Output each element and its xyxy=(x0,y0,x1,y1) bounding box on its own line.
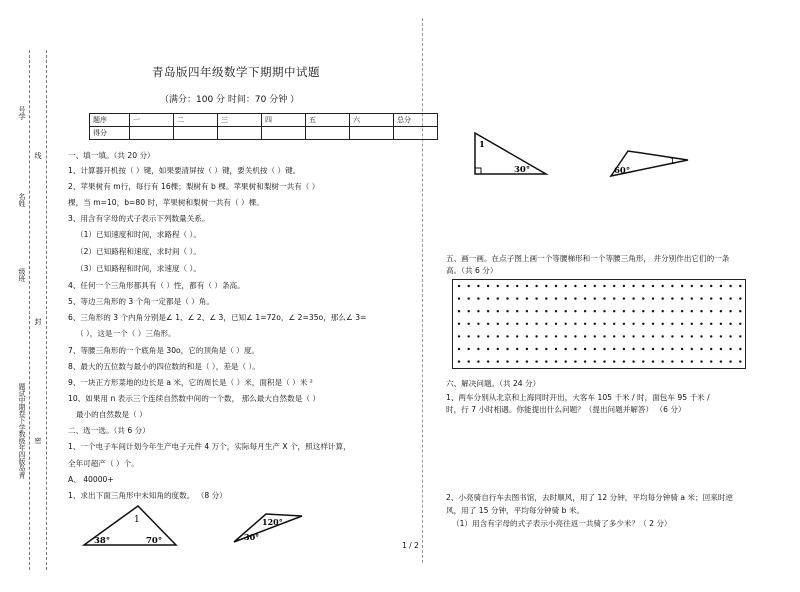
grid-dot xyxy=(584,348,586,350)
grid-dot xyxy=(700,335,702,337)
grid-dot xyxy=(594,323,596,325)
grid-dot xyxy=(632,348,634,350)
grid-dot xyxy=(632,323,634,325)
grid-dot xyxy=(720,310,722,312)
grid-dot xyxy=(545,285,547,287)
grid-dot xyxy=(681,323,683,325)
grid-dot xyxy=(545,323,547,325)
grid-dot xyxy=(642,310,644,312)
angle-label: 120° xyxy=(262,517,283,527)
grid-dot xyxy=(681,360,683,362)
question-line: 10、如果用 n 表示三个连续自然数中间的一个数， 那么最大自然数是（ ） xyxy=(68,394,320,403)
question-line: 3、用含有字母的式子表示下列数量关系。 xyxy=(68,214,210,223)
grid-dot xyxy=(487,335,489,337)
grid-dot xyxy=(506,323,508,325)
grid-dot xyxy=(720,360,722,362)
grid-dot xyxy=(565,348,567,350)
grid-dot xyxy=(458,335,460,337)
grid-dot xyxy=(671,335,673,337)
grid-dot xyxy=(526,323,528,325)
grid-dot xyxy=(516,310,518,312)
grid-dot xyxy=(565,323,567,325)
grid-dot xyxy=(691,348,693,350)
grid-dot xyxy=(497,285,499,287)
grid-dot xyxy=(720,285,722,287)
grid-dot xyxy=(506,310,508,312)
grid-dot xyxy=(691,285,693,287)
grid-dot xyxy=(632,310,634,312)
grid-dot xyxy=(506,348,508,350)
grid-dot xyxy=(632,297,634,299)
grid-dot xyxy=(594,348,596,350)
grid-dot xyxy=(739,310,741,312)
grid-dot xyxy=(652,310,654,312)
grid-dot xyxy=(642,323,644,325)
table-cell: 总分 xyxy=(394,114,438,127)
grid-dot xyxy=(623,297,625,299)
grid-dot xyxy=(739,335,741,337)
grid-dot xyxy=(700,323,702,325)
grid-dot xyxy=(468,323,470,325)
grid-dot xyxy=(584,335,586,337)
grid-dot xyxy=(565,310,567,312)
angle-label: 38° xyxy=(94,536,111,546)
option-a: A、 40000+ xyxy=(68,475,114,484)
question-line: 8、最大的五位数与最小的四位数的和是（ ），差是（ ）。 xyxy=(68,362,260,371)
page-title: 青岛版四年级数学下期期中试题 xyxy=(152,65,320,79)
grid-dot xyxy=(623,335,625,337)
grid-dot xyxy=(720,323,722,325)
grid-dot xyxy=(691,360,693,362)
grid-dot xyxy=(681,285,683,287)
grid-dot xyxy=(729,297,731,299)
grid-dot xyxy=(632,360,634,362)
grid-dot xyxy=(555,348,557,350)
grid-dot xyxy=(623,285,625,287)
angle-label: 30° xyxy=(244,532,260,542)
grid-dot xyxy=(652,335,654,337)
score-input-cell[interactable] xyxy=(350,127,394,140)
grid-dot xyxy=(662,323,664,325)
page-number: 1 / 2 xyxy=(402,541,419,550)
grid-dot xyxy=(574,348,576,350)
grid-dot xyxy=(594,310,596,312)
score-input-cell[interactable] xyxy=(262,127,306,140)
dot-grid-canvas[interactable] xyxy=(453,280,745,368)
table-cell: 题序 xyxy=(90,114,130,127)
margin-label-class: 级班 xyxy=(18,268,26,282)
table-row xyxy=(90,127,438,140)
angle-label: 30° xyxy=(514,165,531,175)
grid-dot xyxy=(565,297,567,299)
grid-dot xyxy=(642,297,644,299)
score-input-cell[interactable] xyxy=(394,127,438,140)
grid-dot xyxy=(526,285,528,287)
grid-dot xyxy=(662,360,664,362)
grid-dot xyxy=(516,285,518,287)
table-cell: 六 xyxy=(350,114,394,127)
grid-dot xyxy=(642,285,644,287)
question-line: 9、一块正方形菜地的边长是 a 米，它的周长是（ ）米，面积是（ ）米 ² xyxy=(68,378,313,387)
grid-dot xyxy=(574,310,576,312)
grid-dot xyxy=(565,335,567,337)
score-input-cell[interactable] xyxy=(130,127,174,140)
margin-label-line: 线 xyxy=(34,152,42,159)
grid-dot xyxy=(671,348,673,350)
grid-dot xyxy=(613,297,615,299)
grid-dot xyxy=(526,297,528,299)
angle-label: 1 xyxy=(479,140,485,150)
grid-dot xyxy=(652,297,654,299)
grid-dot xyxy=(497,360,499,362)
grid-dot xyxy=(720,297,722,299)
grid-dot xyxy=(681,310,683,312)
section-5-heading: 五、画一画。在点子图上画一个等腰梯形和一个等腰三角形， 并分别作出它们的一条 xyxy=(446,254,730,263)
grid-dot xyxy=(623,348,625,350)
grid-dot xyxy=(506,297,508,299)
angle-label: 60° xyxy=(614,166,631,176)
grid-dot xyxy=(594,360,596,362)
grid-dot xyxy=(739,285,741,287)
grid-dot xyxy=(652,285,654,287)
grid-dot xyxy=(613,310,615,312)
grid-dot xyxy=(710,285,712,287)
grid-dot xyxy=(691,297,693,299)
question-line: 1、两车分别从北京和上海同时开出，大客车 105 千米 / 时，面包车 95 千米 / xyxy=(446,393,710,402)
grid-dot xyxy=(662,297,664,299)
grid-dot xyxy=(526,348,528,350)
grid-dot xyxy=(700,297,702,299)
grid-dot xyxy=(487,360,489,362)
grid-dot xyxy=(623,323,625,325)
question-line: （3）已知路程和时间，求速度（ ）。 xyxy=(76,264,201,273)
grid-dot xyxy=(468,335,470,337)
grid-dot xyxy=(574,335,576,337)
angle-label: 1 xyxy=(134,515,140,525)
grid-dot xyxy=(662,310,664,312)
grid-dot xyxy=(710,348,712,350)
score-input-cell[interactable] xyxy=(218,127,262,140)
grid-dot xyxy=(729,323,731,325)
grid-dot xyxy=(691,323,693,325)
section-1-heading: 一、填一填。（共 20 分） xyxy=(68,151,155,160)
grid-dot xyxy=(477,335,479,337)
grid-dot xyxy=(535,297,537,299)
grid-dot xyxy=(662,348,664,350)
question-line: 7、等腰三角形的一个底角是 30o，它的顶角是（ ）度。 xyxy=(68,346,260,355)
grid-dot xyxy=(603,297,605,299)
grid-dot xyxy=(574,360,576,362)
grid-dot xyxy=(468,360,470,362)
grid-dot xyxy=(565,360,567,362)
grid-dot xyxy=(613,323,615,325)
score-input-cell[interactable] xyxy=(174,127,218,140)
grid-dot xyxy=(594,285,596,287)
question-line: 2、小亮骑自行车去图书馆，去时顺风，用了 12 分钟，平均每分钟骑 a 米；回来时逆 xyxy=(446,493,733,502)
table-cell: 三 xyxy=(218,114,262,127)
grid-dot xyxy=(477,360,479,362)
grid-dot xyxy=(710,335,712,337)
grid-dot xyxy=(584,310,586,312)
grid-dot xyxy=(720,335,722,337)
grid-dot xyxy=(739,297,741,299)
grid-dot xyxy=(642,348,644,350)
grid-dot xyxy=(710,297,712,299)
margin-label-name: 名姓 xyxy=(18,193,26,207)
question-line: （ ），这是一个（ ）三角形。 xyxy=(76,329,176,338)
table-cell: 二 xyxy=(174,114,218,127)
grid-dot xyxy=(729,335,731,337)
grid-dot xyxy=(681,297,683,299)
grid-dot xyxy=(458,310,460,312)
grid-dot xyxy=(545,310,547,312)
question-line: （1）已知速度和时间，求路程（ ）。 xyxy=(76,230,201,239)
table-cell: 四 xyxy=(262,114,306,127)
grid-dot xyxy=(477,285,479,287)
grid-dot xyxy=(497,323,499,325)
grid-dot xyxy=(497,335,499,337)
grid-dot xyxy=(584,297,586,299)
grid-dot xyxy=(603,310,605,312)
grid-dot xyxy=(535,285,537,287)
section-6-heading: 六、解决问题。（共 24 分） xyxy=(446,379,541,388)
grid-dot xyxy=(652,323,654,325)
grid-dot xyxy=(565,285,567,287)
grid-dot xyxy=(555,310,557,312)
question-line: 5、等边三角形的 3 个角一定都是（ ）角。 xyxy=(68,297,214,306)
grid-dot xyxy=(555,323,557,325)
section-5-heading-cont: 高。（共 6 分） xyxy=(446,266,498,275)
grid-dot xyxy=(671,323,673,325)
grid-dot xyxy=(555,297,557,299)
margin-label-seal: 封 xyxy=(34,318,42,325)
grid-dot xyxy=(691,335,693,337)
grid-dot xyxy=(574,323,576,325)
grid-dot xyxy=(555,285,557,287)
score-input-cell[interactable] xyxy=(306,127,350,140)
grid-dot xyxy=(681,348,683,350)
grid-dot xyxy=(555,360,557,362)
grid-dot xyxy=(594,297,596,299)
question-line: 1、一个电子车间计划今年生产电子元件 4 万个，实际每月生产 X 个，照这样计算， xyxy=(68,442,351,451)
margin-label-paper-title: 题试中期卷下学数级年四版岛青 xyxy=(17,383,25,479)
grid-dot xyxy=(729,310,731,312)
binding-line-inner xyxy=(46,50,47,570)
question-line: 风，用了 15 分钟，平均每分钟骑 b 米。 xyxy=(446,506,585,515)
grid-dot xyxy=(700,310,702,312)
question-line: （1）用含有字母的式子表示小亮往返一共骑了多少米？（ 2 分） xyxy=(452,519,672,528)
section-2-heading: 二、选一选。（共 6 分） xyxy=(68,426,150,435)
grid-dot xyxy=(681,335,683,337)
grid-dot xyxy=(535,360,537,362)
grid-dot xyxy=(545,297,547,299)
grid-dot xyxy=(468,310,470,312)
grid-dot xyxy=(487,297,489,299)
grid-dot xyxy=(535,348,537,350)
grid-dot xyxy=(642,360,644,362)
grid-dot xyxy=(468,348,470,350)
binding-line-outer xyxy=(29,50,30,570)
table-row xyxy=(90,114,438,127)
grid-dot xyxy=(545,360,547,362)
grid-dot xyxy=(710,310,712,312)
grid-dot xyxy=(535,310,537,312)
grid-dot xyxy=(458,348,460,350)
grid-dot xyxy=(613,360,615,362)
grid-dot xyxy=(458,285,460,287)
grid-dot xyxy=(671,285,673,287)
grid-dot xyxy=(545,348,547,350)
grid-dot xyxy=(477,348,479,350)
grid-dot xyxy=(584,285,586,287)
grid-dot xyxy=(710,323,712,325)
grid-dot xyxy=(526,360,528,362)
table-cell: 一 xyxy=(130,114,174,127)
question-line: 1、计算器开机按（ ）键，如果要清屏按（ ）键，要关机按（ ）键。 xyxy=(68,166,301,175)
grid-dot xyxy=(662,335,664,337)
grid-dot xyxy=(710,360,712,362)
grid-dot xyxy=(487,323,489,325)
margin-label-student-number: 号学 xyxy=(18,106,26,120)
grid-dot xyxy=(729,348,731,350)
grid-dot xyxy=(632,335,634,337)
question-line: 时，行 7 小时相遇。你能提出什么问题？（提出问题并解答） （6 分） xyxy=(446,405,686,414)
grid-dot xyxy=(584,360,586,362)
grid-dot xyxy=(603,285,605,287)
table-cell: 五 xyxy=(306,114,350,127)
grid-dot xyxy=(603,335,605,337)
grid-dot xyxy=(477,297,479,299)
grid-dot xyxy=(584,323,586,325)
grid-dot xyxy=(613,348,615,350)
margin-label-secret: 密 xyxy=(34,437,42,444)
score-table xyxy=(89,113,438,140)
grid-dot xyxy=(729,285,731,287)
grid-dot xyxy=(603,360,605,362)
grid-dot xyxy=(574,285,576,287)
angle-label: 1 xyxy=(670,157,676,166)
grid-dot xyxy=(526,335,528,337)
grid-dot xyxy=(506,335,508,337)
grid-dot xyxy=(671,310,673,312)
grid-dot xyxy=(487,285,489,287)
grid-dot xyxy=(613,335,615,337)
grid-dot xyxy=(506,360,508,362)
grid-dot xyxy=(603,348,605,350)
grid-dot xyxy=(506,285,508,287)
grid-dot xyxy=(603,323,605,325)
grid-dot xyxy=(516,297,518,299)
grid-dot xyxy=(477,323,479,325)
grid-dot xyxy=(662,285,664,287)
triangle-d-figure xyxy=(608,148,690,180)
grid-dot xyxy=(535,323,537,325)
triangle-a-figure xyxy=(80,503,180,549)
dot-grid[interactable] xyxy=(452,279,746,369)
grid-dot xyxy=(632,285,634,287)
grid-dot xyxy=(739,323,741,325)
grid-dot xyxy=(574,297,576,299)
grid-dot xyxy=(468,297,470,299)
grid-dot xyxy=(545,335,547,337)
grid-dot xyxy=(458,323,460,325)
question-line: 全年可超产（ ）个。 xyxy=(68,459,139,468)
grid-dot xyxy=(652,360,654,362)
triangle-b-figure xyxy=(232,512,304,546)
grid-dot xyxy=(526,310,528,312)
question-line: 2、苹果树有 m行，每行有 16棵；梨树有 b 棵。苹果树和梨树一共有（ ） xyxy=(68,182,320,191)
grid-dot xyxy=(477,310,479,312)
table-cell: 得分 xyxy=(90,127,130,140)
grid-dot xyxy=(623,360,625,362)
question-line: 4、任何一个三角形都具有（ ）性，都有（ ）条高。 xyxy=(68,281,245,290)
grid-dot xyxy=(468,285,470,287)
question-line: （2）已知路程和速度，求时间（ ）。 xyxy=(76,247,201,256)
grid-dot xyxy=(671,297,673,299)
question-line: 6、三角形的 3 个内角分别是∠ 1、∠ 2、∠ 3，已知∠ 1=72o，∠ 2=35o，那么∠ 3= xyxy=(68,313,367,322)
grid-dot xyxy=(458,297,460,299)
grid-dot xyxy=(516,335,518,337)
grid-dot xyxy=(739,348,741,350)
grid-dot xyxy=(700,360,702,362)
grid-dot xyxy=(516,348,518,350)
grid-dot xyxy=(487,348,489,350)
grid-dot xyxy=(497,310,499,312)
grid-dot xyxy=(729,360,731,362)
grid-dot xyxy=(652,348,654,350)
grid-dot xyxy=(700,348,702,350)
page-fold-line xyxy=(422,18,423,563)
angle-label: 70° xyxy=(146,536,163,546)
grid-dot xyxy=(458,360,460,362)
grid-dot xyxy=(535,335,537,337)
grid-dot xyxy=(623,310,625,312)
grid-dot xyxy=(642,335,644,337)
grid-dot xyxy=(594,335,596,337)
grid-dot xyxy=(671,360,673,362)
triangle-c-figure xyxy=(470,130,550,178)
grid-dot xyxy=(516,323,518,325)
grid-dot xyxy=(497,348,499,350)
page-subtitle: （满分：100 分 时间：70 分钟 ） xyxy=(160,95,300,105)
grid-dot xyxy=(691,310,693,312)
grid-dot xyxy=(516,360,518,362)
grid-dot xyxy=(700,285,702,287)
grid-dot xyxy=(720,348,722,350)
grid-dot xyxy=(487,310,489,312)
grid-dot xyxy=(613,285,615,287)
question-line: 棵，当 m=10，b=80 时，苹果树和梨树一共有（ ）棵。 xyxy=(68,198,264,207)
grid-dot xyxy=(555,335,557,337)
grid-dot xyxy=(497,297,499,299)
question-line: 最小的自然数是（ ） xyxy=(76,410,147,419)
grid-dot xyxy=(739,360,741,362)
question-line: 1、求出下面三角形中未知角的度数。 （8 分） xyxy=(68,491,227,500)
